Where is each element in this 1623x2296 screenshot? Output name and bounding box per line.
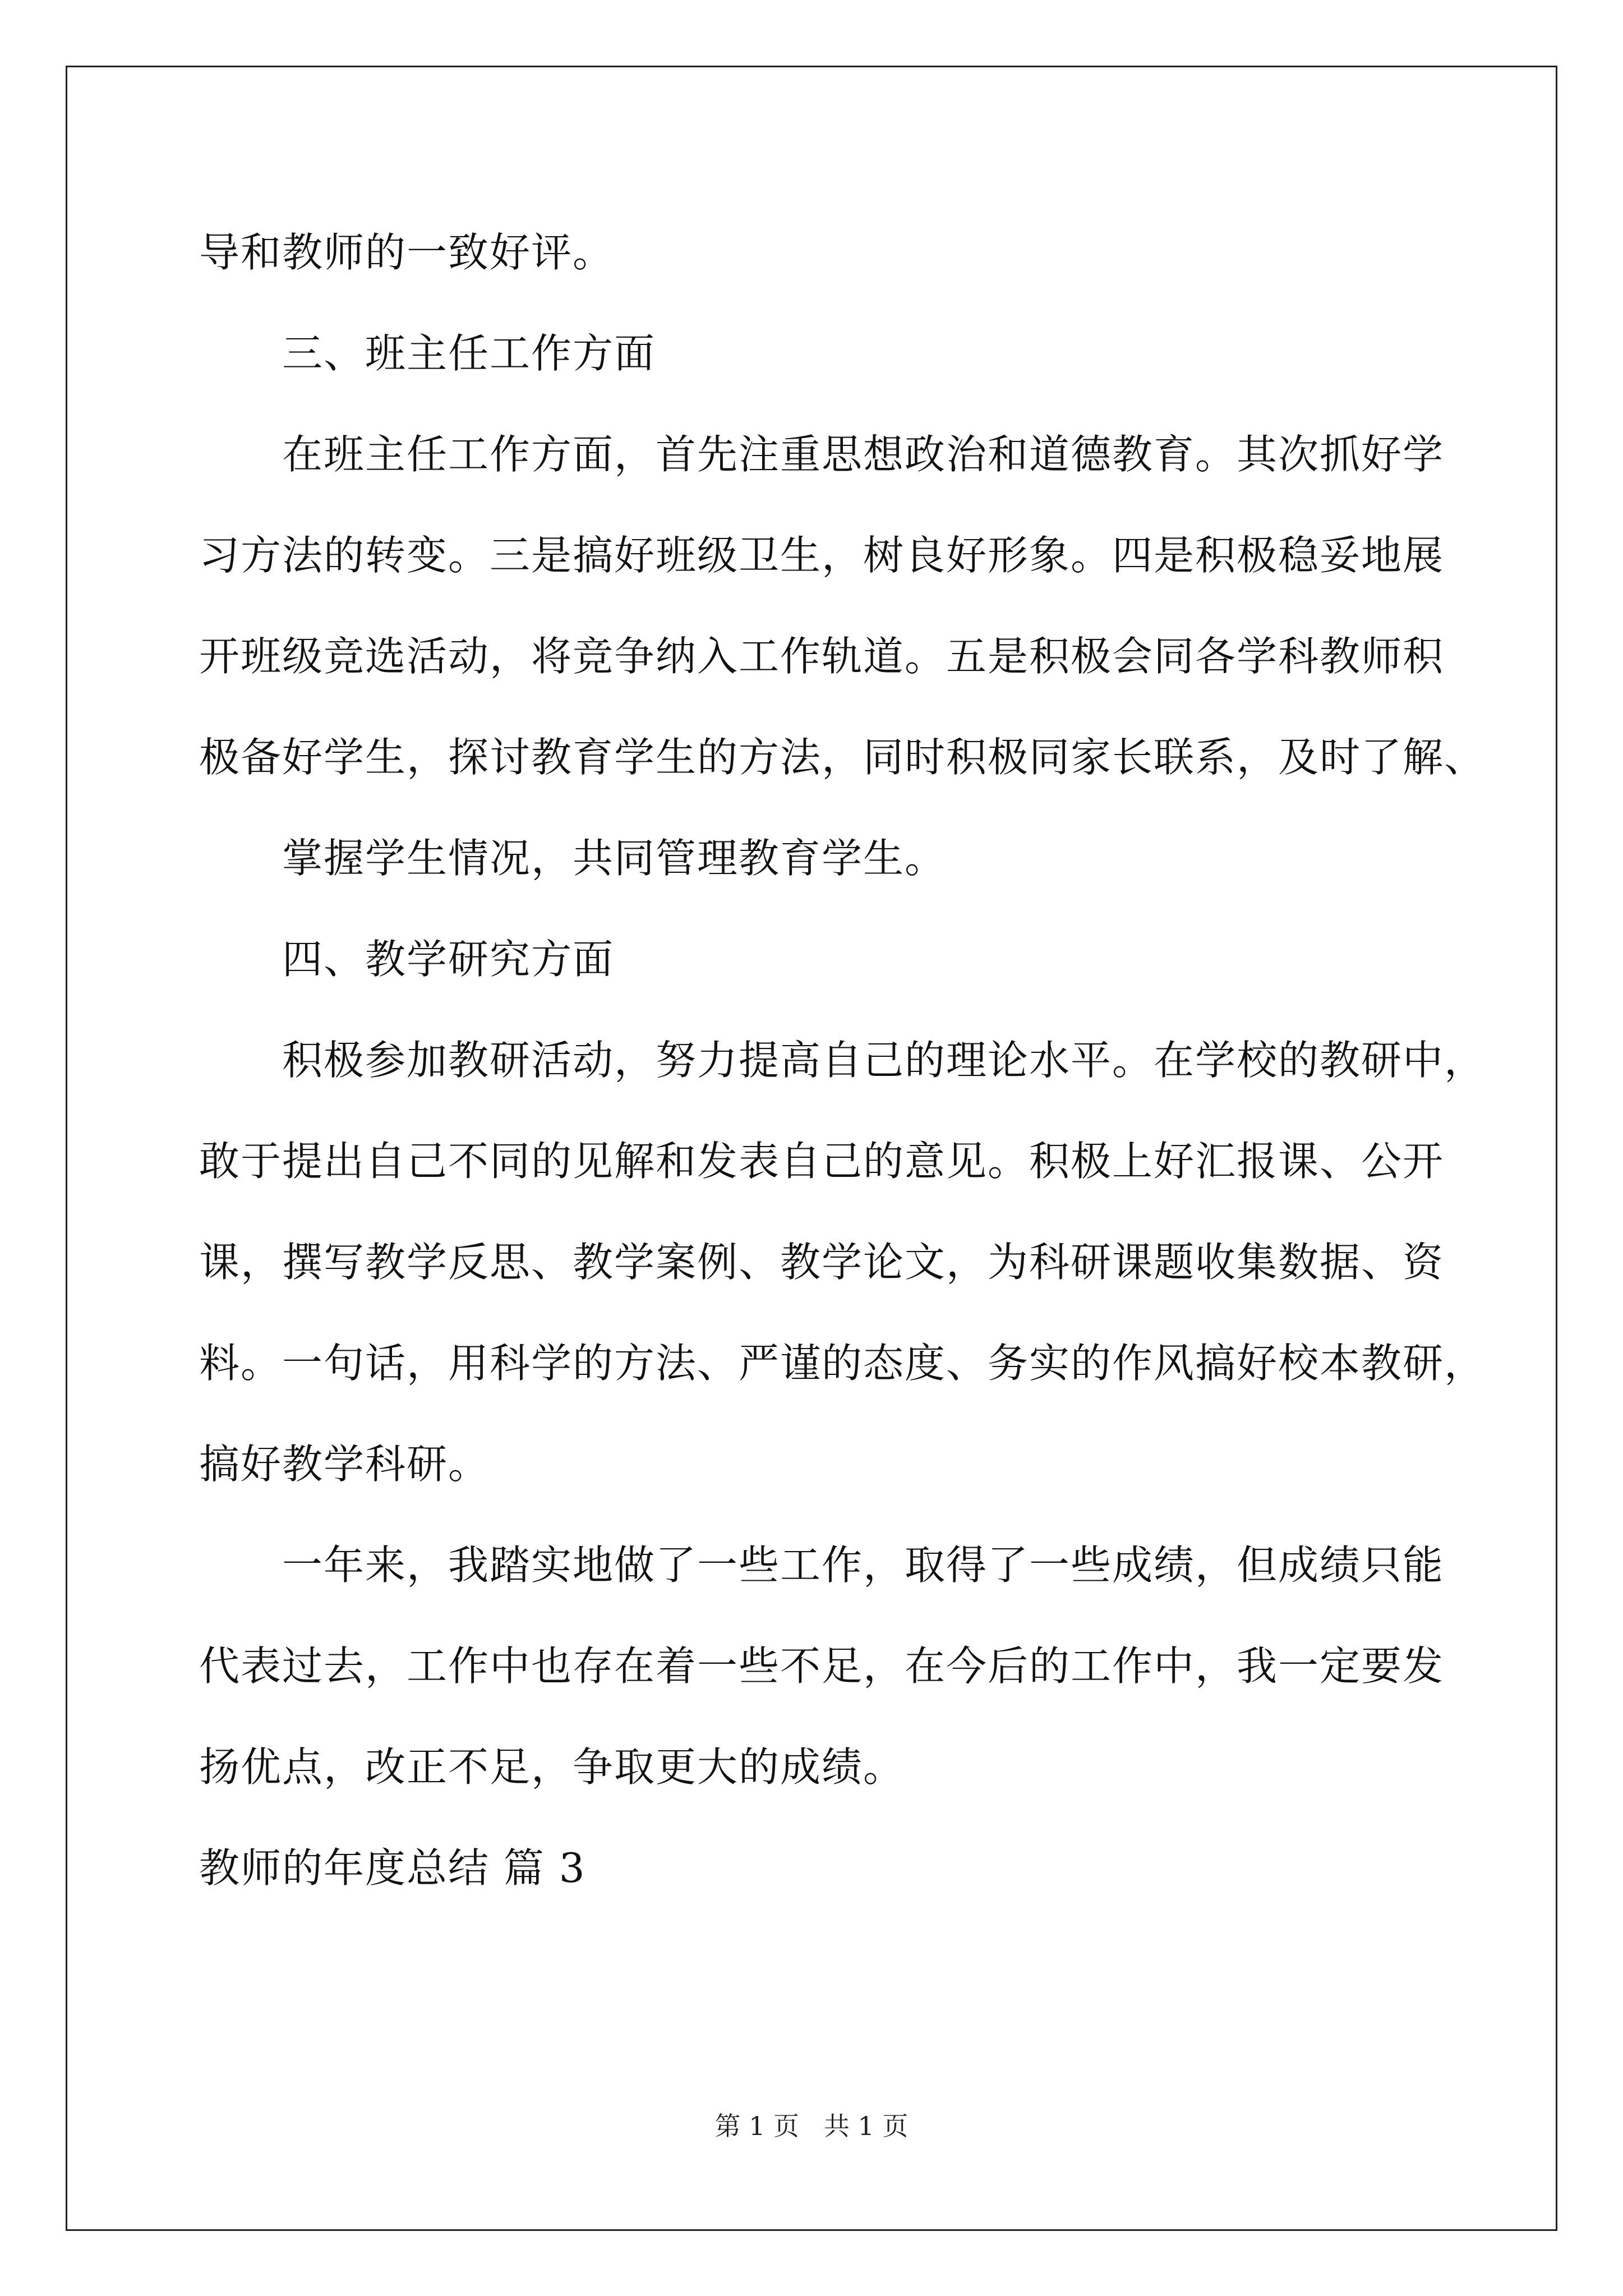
section-heading: 三、班主任工作方面 [282,330,656,377]
paragraph-line: 习方法的转变。三是搞好班级卫生，树良好形象。四是积极稳妥地展 [199,532,1445,579]
page-footer [0,2109,1623,2143]
document-body [199,202,1486,1918]
paragraph-line: 料。一句话，用科学的方法、严谨的态度、务实的作风搞好校本教研， [199,1340,1486,1387]
paragraph-line: 代表过去，工作中也存在着一些不足，在今后的工作中，我一定要发 [199,1642,1445,1690]
page-number: 第 1 页 [714,2111,799,2141]
paragraph-line: 扬优点，改正不足，争取更大的成绩。 [199,1743,905,1791]
section-heading: 四、教学研究方面 [282,936,615,983]
paragraph-line: 极备好学生，探讨教育学生的方法，同时积极同家长联系，及时了解、 [199,734,1486,781]
paragraph-line: 一年来，我踏实地做了一些工作，取得了一些成绩，但成绩只能 [282,1542,1445,1589]
article-title: 教师的年度总结 篇 3 [199,1844,586,1892]
paragraph-line: 掌握学生情况，共同管理教育学生。 [282,835,947,882]
paragraph-line: 敢于提出自己不同的见解和发表自己的意见。积极上好汇报课、公开 [199,1138,1445,1185]
paragraph-line: 在班主任工作方面，首先注重思想政治和道德教育。其次抓好学 [282,431,1445,478]
paragraph-line: 搞好教学科研。 [199,1441,490,1488]
page-total: 共 1 页 [824,2111,909,2141]
paragraph-line: 导和教师的一致好评。 [199,229,615,276]
paragraph-line: 课，撰写教学反思、教学案例、教学论文，为科研课题收集数据、资 [199,1239,1445,1286]
paragraph-line: 开班级竞选活动，将竞争纳入工作轨道。五是积极会同各学科教师积 [199,633,1445,680]
paragraph-line: 积极参加教研活动，努力提高自己的理论水平。在学校的教研中， [282,1037,1486,1084]
